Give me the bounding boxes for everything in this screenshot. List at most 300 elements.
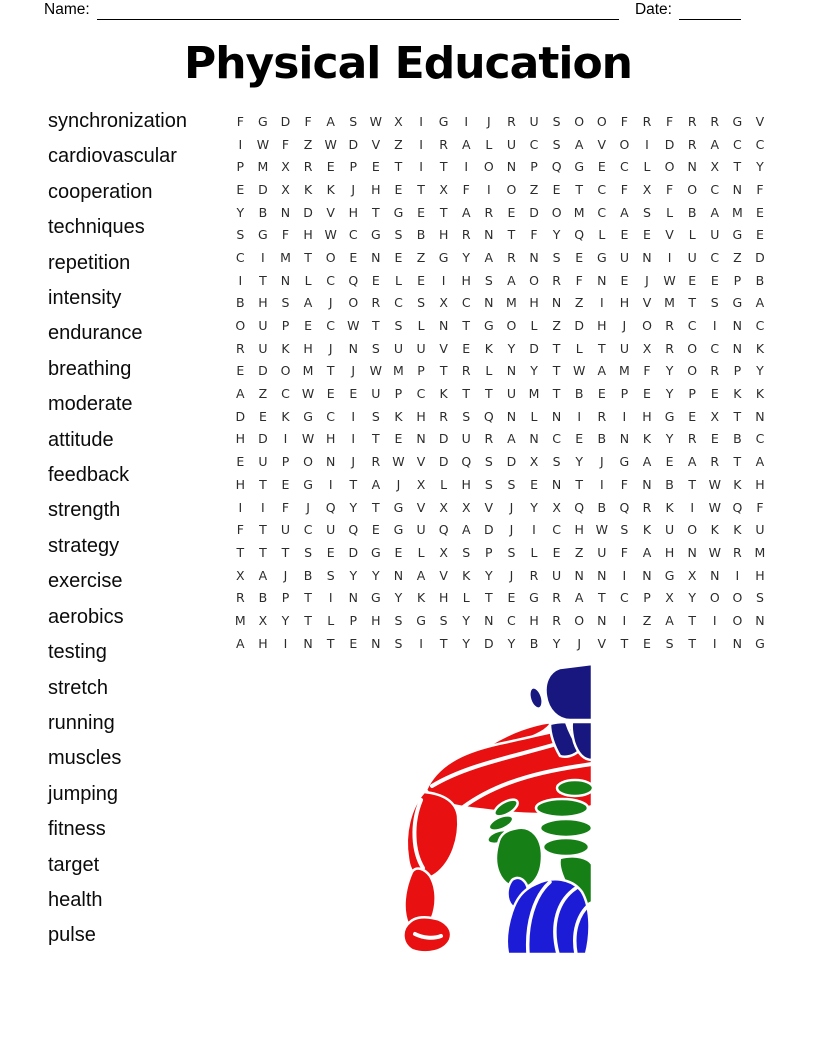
grid-letter: Z <box>574 295 584 311</box>
grid-letter: U <box>687 249 697 265</box>
grid-letter: E <box>507 204 516 220</box>
grid-letter: H <box>258 295 268 311</box>
word-list-item: intensity <box>48 287 122 310</box>
grid-letter: D <box>755 249 765 265</box>
grid-letter: U <box>506 136 516 152</box>
grid-letter: E <box>236 454 245 470</box>
grid-letter: I <box>441 272 446 288</box>
grid-letter: I <box>645 136 649 152</box>
grid-letter: S <box>484 454 493 470</box>
grid-letter: W <box>369 113 383 129</box>
grid-letter: T <box>462 386 471 402</box>
grid-letter: X <box>439 295 448 311</box>
grid-letter: G <box>303 408 313 424</box>
grid-letter: A <box>236 386 245 402</box>
grid-letter: E <box>620 272 629 288</box>
grid-letter: U <box>258 340 268 356</box>
grid-letter: N <box>732 318 743 334</box>
grid-letter: Q <box>551 159 562 175</box>
grid-letter: N <box>755 612 765 628</box>
grid-letter: C <box>394 295 403 311</box>
grid-letter: G <box>664 567 675 583</box>
grid-letter: E <box>688 408 697 424</box>
grid-letter: N <box>732 340 743 356</box>
grid-letter: G <box>393 204 404 220</box>
grid-letter: B <box>687 204 697 220</box>
grid-letter: R <box>235 340 245 356</box>
grid-letter: I <box>464 113 469 129</box>
grid-letter: L <box>304 272 312 288</box>
grid-letter: Y <box>507 635 516 651</box>
grid-letter: C <box>235 249 245 265</box>
grid-letter: D <box>438 431 449 447</box>
grid-letter: A <box>642 544 652 560</box>
grid-letter: E <box>530 476 538 492</box>
grid-letter: B <box>416 227 426 243</box>
grid-letter: V <box>371 136 381 152</box>
grid-letter: W <box>301 431 315 447</box>
grid-letter: R <box>552 612 561 628</box>
grid-letter: H <box>371 181 381 197</box>
grid-letter: E <box>304 318 313 334</box>
grid-letter: Q <box>348 272 359 288</box>
grid-letter: C <box>732 136 742 152</box>
grid-letter: J <box>486 113 491 129</box>
grid-letter: U <box>710 227 720 243</box>
grid-letter: P <box>236 159 245 175</box>
grid-letter: O <box>664 159 675 175</box>
grid-letter: I <box>712 635 717 651</box>
grid-letter: I <box>238 136 243 152</box>
grid-letter: M <box>280 249 291 265</box>
grid-letter: N <box>416 431 426 447</box>
grid-letter: M <box>573 204 585 220</box>
grid-letter: L <box>462 590 470 606</box>
grid-letter: K <box>733 386 742 402</box>
grid-letter: Z <box>258 386 268 402</box>
grid-letter: J <box>645 272 649 288</box>
grid-letter: Y <box>552 635 561 651</box>
grid-letter: R <box>484 431 494 447</box>
grid-letter: C <box>620 590 629 606</box>
grid-letter: F <box>665 113 674 129</box>
grid-letter: E <box>349 386 358 402</box>
grid-letter: R <box>665 340 674 356</box>
grid-letter: X <box>687 567 697 583</box>
grid-letter: J <box>622 318 627 334</box>
grid-letter: C <box>620 159 629 175</box>
grid-letter: A <box>665 612 674 628</box>
grid-letter: O <box>732 590 743 606</box>
grid-letter: O <box>506 318 517 334</box>
word-list-item: aerobics <box>48 605 124 628</box>
grid-letter: N <box>529 249 539 265</box>
grid-letter: X <box>552 499 561 515</box>
grid-letter: R <box>529 567 539 583</box>
grid-letter: Q <box>348 522 359 538</box>
grid-letter: F <box>620 544 628 560</box>
grid-letter: M <box>528 386 540 402</box>
grid-letter: W <box>708 476 721 492</box>
grid-letter: E <box>417 272 425 288</box>
grid-letter: L <box>575 340 583 356</box>
grid-letter: O <box>483 159 494 175</box>
grid-letter: D <box>348 544 359 560</box>
grid-letter: F <box>665 181 674 197</box>
grid-letter: U <box>393 340 404 356</box>
grid-letter: U <box>258 454 268 470</box>
grid-letter: A <box>303 295 313 311</box>
grid-letter: S <box>620 522 629 538</box>
grid-letter: T <box>304 249 312 265</box>
word-list-item: muscles <box>48 747 122 770</box>
grid-letter: N <box>371 635 381 651</box>
grid-letter: E <box>371 159 380 175</box>
grid-letter: K <box>303 181 313 197</box>
grid-letter: M <box>302 363 314 379</box>
grid-letter: W <box>369 363 383 379</box>
grid-letter: K <box>439 386 448 402</box>
grid-letter: P <box>733 272 742 288</box>
grid-letter: H <box>755 476 765 492</box>
word-list-item: exercise <box>48 570 123 593</box>
grid-letter: M <box>257 159 269 175</box>
grid-letter: G <box>393 522 404 538</box>
grid-letter: J <box>509 522 514 538</box>
figure-ab-plate <box>557 780 592 796</box>
grid-letter: A <box>326 113 335 129</box>
grid-letter: Y <box>756 159 764 175</box>
grid-letter: T <box>372 204 380 220</box>
grid-letter: X <box>642 340 652 356</box>
grid-letter: I <box>486 181 491 197</box>
grid-letter: T <box>688 635 696 651</box>
grid-letter: G <box>732 295 743 311</box>
grid-letter: W <box>708 544 721 560</box>
grid-letter: N <box>506 159 517 175</box>
grid-letter: Y <box>552 227 561 243</box>
grid-letter: E <box>710 431 719 447</box>
grid-letter: W <box>256 136 270 152</box>
grid-letter: U <box>552 567 562 583</box>
grid-letter: I <box>532 522 536 538</box>
grid-letter: D <box>235 408 246 424</box>
grid-letter: C <box>552 431 561 447</box>
grid-letter: E <box>507 590 516 606</box>
grid-letter: E <box>710 386 719 402</box>
grid-letter: T <box>304 590 312 606</box>
grid-letter: S <box>643 204 651 220</box>
grid-letter: Y <box>485 567 493 583</box>
grid-letter: L <box>417 544 425 560</box>
grid-letter: Z <box>416 249 426 265</box>
grid-letter: A <box>258 567 268 583</box>
grid-letter: C <box>303 522 313 538</box>
grid-letter: G <box>732 227 743 243</box>
grid-letter: B <box>258 590 268 606</box>
grid-letter: R <box>710 363 720 379</box>
grid-letter: T <box>394 159 403 175</box>
letter-grid <box>229 110 771 655</box>
grid-letter: X <box>665 590 674 606</box>
grid-letter: E <box>575 431 584 447</box>
grid-letter: T <box>417 181 425 197</box>
grid-letter: E <box>643 635 651 651</box>
grid-letter: Z <box>642 612 652 628</box>
grid-letter: R <box>710 113 720 129</box>
grid-letter: T <box>552 340 561 356</box>
grid-letter: U <box>619 340 629 356</box>
grid-letter: E <box>643 386 651 402</box>
grid-letter: K <box>642 431 652 447</box>
grid-letter: Y <box>688 590 696 606</box>
grid-letter: L <box>598 227 606 243</box>
grid-letter: I <box>283 635 288 651</box>
grid-letter: A <box>642 454 652 470</box>
grid-letter: O <box>506 181 517 197</box>
grid-letter: E <box>552 181 561 197</box>
grid-letter: M <box>731 204 743 220</box>
grid-letter: H <box>258 635 268 651</box>
grid-letter: E <box>597 386 606 402</box>
grid-letter: T <box>326 363 335 379</box>
grid-letter: K <box>755 386 765 402</box>
grid-letter: R <box>461 363 471 379</box>
grid-letter: L <box>440 476 448 492</box>
grid-letter: G <box>371 227 381 243</box>
grid-letter: Z <box>303 136 313 152</box>
word-list-item: cardiovascular <box>48 145 177 168</box>
grid-letter: N <box>303 635 313 651</box>
grid-letter: F <box>620 476 628 492</box>
grid-letter: P <box>643 590 651 606</box>
grid-letter: N <box>597 612 607 628</box>
grid-letter: S <box>417 295 426 311</box>
grid-letter: F <box>281 227 290 243</box>
grid-letter: X <box>710 408 720 424</box>
grid-letter: H <box>664 544 675 560</box>
grid-letter: B <box>755 272 765 288</box>
grid-letter: X <box>281 181 290 197</box>
grid-letter: W <box>708 499 721 515</box>
page-title: Physical Education <box>183 38 633 89</box>
grid-letter: H <box>348 204 358 220</box>
grid-letter: J <box>306 499 310 515</box>
grid-letter: T <box>236 544 245 560</box>
grid-letter: G <box>574 159 585 175</box>
grid-letter: R <box>552 272 561 288</box>
grid-letter: D <box>664 136 675 152</box>
grid-letter: A <box>236 635 245 651</box>
grid-letter: C <box>755 431 765 447</box>
grid-letter: Y <box>394 590 403 606</box>
grid-letter: O <box>574 113 585 129</box>
grid-letter: S <box>394 635 403 651</box>
grid-letter: X <box>439 544 448 560</box>
grid-letter: V <box>665 227 674 243</box>
figure-fist <box>403 917 451 952</box>
grid-letter: N <box>438 318 449 334</box>
grid-letter: S <box>349 113 358 129</box>
grid-letter: P <box>394 386 403 402</box>
grid-letter: O <box>619 136 630 152</box>
grid-letter: T <box>688 295 696 311</box>
grid-letter: X <box>281 159 290 175</box>
grid-letter: L <box>394 272 402 288</box>
grid-letter: T <box>372 431 380 447</box>
grid-letter: C <box>348 227 358 243</box>
grid-letter: E <box>643 227 651 243</box>
grid-letter: S <box>552 249 561 265</box>
grid-letter: Y <box>462 635 471 651</box>
grid-letter: X <box>416 476 426 492</box>
grid-letter: A <box>461 522 471 538</box>
grid-letter: Q <box>461 454 472 470</box>
grid-letter: T <box>733 408 742 424</box>
grid-letter: E <box>688 272 697 288</box>
grid-letter: F <box>643 363 651 379</box>
grid-letter: A <box>620 204 629 220</box>
grid-letter: I <box>238 499 243 515</box>
grid-letter: K <box>710 522 719 538</box>
grid-letter: E <box>349 635 358 651</box>
grid-letter: Z <box>733 249 742 265</box>
grid-letter: K <box>733 476 742 492</box>
figure-ab-plate <box>540 819 592 837</box>
grid-letter: R <box>484 204 494 220</box>
grid-letter: C <box>326 408 336 424</box>
grid-letter: F <box>281 136 290 152</box>
grid-letter: F <box>756 181 764 197</box>
grid-letter: E <box>665 454 674 470</box>
grid-letter: Y <box>665 363 674 379</box>
grid-letter: E <box>281 476 290 492</box>
grid-letter: R <box>665 318 674 334</box>
grid-letter: A <box>461 204 471 220</box>
grid-letter: F <box>462 181 470 197</box>
grid-letter: J <box>351 363 356 379</box>
grid-letter: T <box>439 363 448 379</box>
grid-letter: Q <box>325 499 336 515</box>
grid-letter: J <box>351 181 356 197</box>
grid-letter: D <box>574 318 585 334</box>
grid-letter: G <box>371 590 381 606</box>
grid-letter: A <box>461 136 471 152</box>
grid-letter: I <box>622 567 627 583</box>
grid-letter: Q <box>619 499 630 515</box>
grid-letter: W <box>573 363 586 379</box>
grid-letter: D <box>484 635 494 651</box>
grid-letter: O <box>642 318 652 334</box>
grid-letter: N <box>642 476 652 492</box>
grid-letter: E <box>326 544 335 560</box>
grid-letter: Y <box>530 363 538 379</box>
grid-letter: T <box>281 544 290 560</box>
grid-letter: E <box>326 159 335 175</box>
grid-letter: E <box>394 431 403 447</box>
word-list-item: strength <box>48 499 121 522</box>
grid-letter: N <box>551 295 562 311</box>
grid-letter: G <box>438 113 449 129</box>
grid-letter: B <box>529 635 539 651</box>
grid-letter: T <box>597 590 606 606</box>
grid-letter: A <box>484 249 494 265</box>
grid-letter: G <box>303 476 313 492</box>
grid-letter: I <box>690 499 695 515</box>
grid-letter: R <box>642 499 652 515</box>
grid-letter: R <box>235 590 245 606</box>
grid-letter: X <box>710 159 720 175</box>
grid-letter: H <box>303 227 313 243</box>
name-blank-line <box>97 3 619 20</box>
grid-letter: T <box>552 363 561 379</box>
grid-letter: L <box>327 612 335 628</box>
grid-letter: P <box>530 159 538 175</box>
grid-letter: J <box>396 476 401 492</box>
grid-letter: V <box>326 204 335 220</box>
grid-letter: E <box>258 408 267 424</box>
grid-letter: N <box>551 476 562 492</box>
grid-letter: L <box>688 227 696 243</box>
grid-letter: U <box>506 386 516 402</box>
grid-letter: W <box>663 272 676 288</box>
grid-letter: S <box>552 136 561 152</box>
grid-letter: N <box>280 272 291 288</box>
grid-letter: J <box>599 454 604 470</box>
grid-letter: H <box>574 522 584 538</box>
grid-letter: Y <box>507 340 516 356</box>
grid-letter: V <box>416 499 426 515</box>
grid-letter: T <box>439 204 448 220</box>
grid-letter: R <box>597 408 607 424</box>
grid-letter: J <box>328 295 333 311</box>
grid-letter: I <box>577 408 582 424</box>
grid-letter: Y <box>665 386 674 402</box>
grid-letter: A <box>710 136 720 152</box>
grid-letter: H <box>529 612 539 628</box>
grid-letter: B <box>733 431 742 447</box>
grid-letter: D <box>280 113 291 129</box>
grid-letter: O <box>709 590 720 606</box>
grid-letter: Y <box>462 249 471 265</box>
grid-letter: T <box>326 635 335 651</box>
grid-letter: S <box>710 295 719 311</box>
grid-letter: Z <box>574 544 584 560</box>
grid-letter: E <box>394 249 403 265</box>
grid-letter: F <box>530 227 538 243</box>
grid-letter: T <box>597 340 606 356</box>
grid-letter: V <box>755 113 765 129</box>
grid-letter: K <box>326 181 335 197</box>
grid-letter: V <box>439 340 448 356</box>
grid-letter: N <box>484 227 494 243</box>
grid-letter: S <box>371 408 380 424</box>
grid-letter: C <box>687 318 697 334</box>
grid-letter: V <box>416 454 426 470</box>
grid-letter: V <box>642 295 652 311</box>
grid-letter: T <box>259 522 267 538</box>
grid-letter: L <box>485 136 493 152</box>
figure-ab-plate <box>536 799 588 817</box>
grid-letter: G <box>483 318 494 334</box>
grid-letter: C <box>326 272 336 288</box>
grid-letter: E <box>371 272 380 288</box>
grid-letter: A <box>507 272 516 288</box>
grid-letter: E <box>552 544 561 560</box>
grid-letter: Y <box>236 204 245 220</box>
grid-letter: G <box>664 408 675 424</box>
grid-letter: A <box>416 567 426 583</box>
